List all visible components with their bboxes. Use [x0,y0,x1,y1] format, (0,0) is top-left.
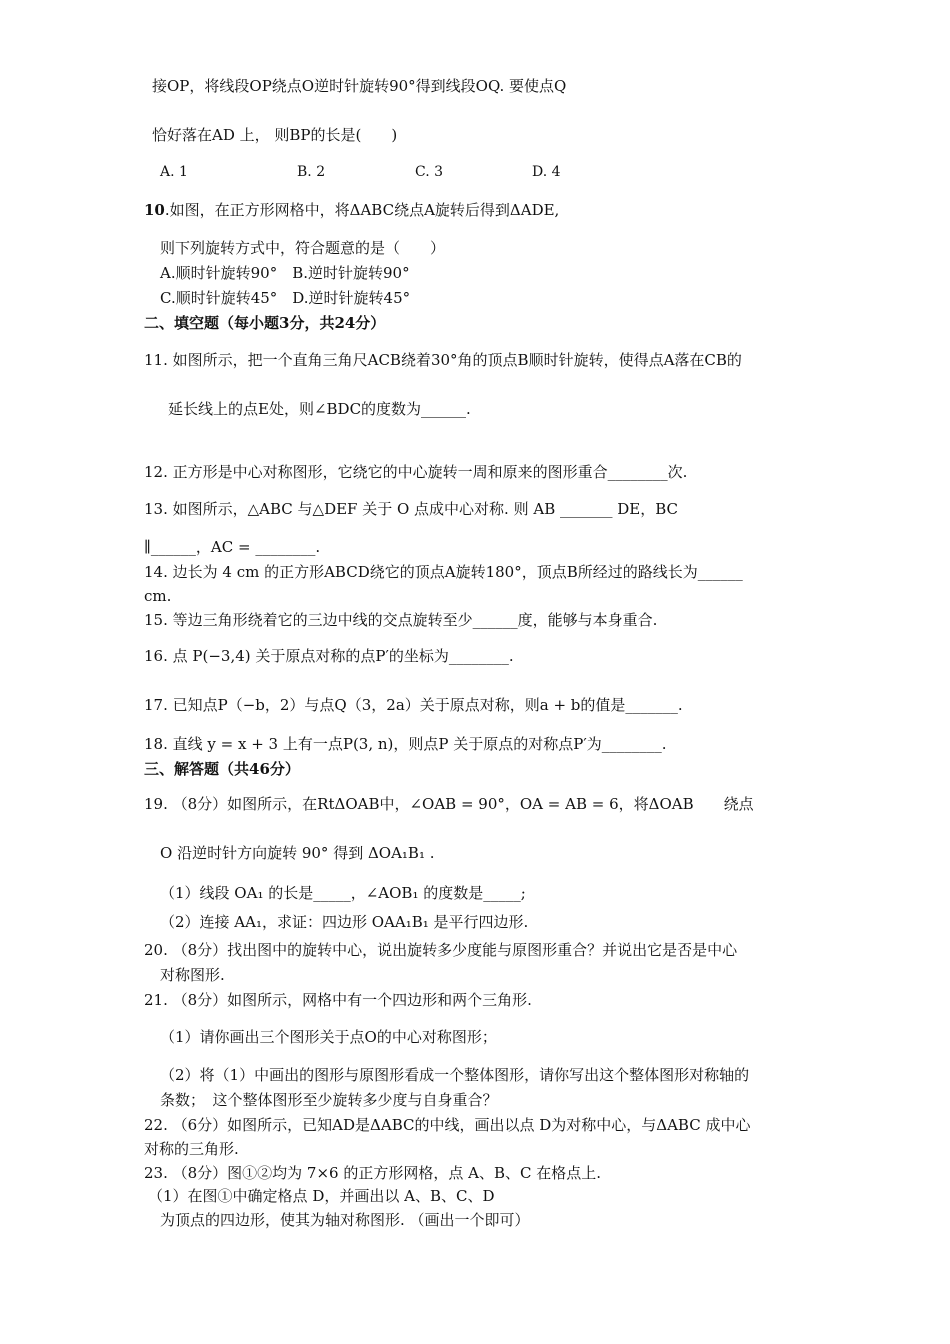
q15: 15. 等边三角形绕着它的三边中线的交点旋转至少______度，能够与本身重合. [144,611,658,629]
q20-line1: 20. （8分）找出图中的旋转中心，说出旋转多少度能与原图形重合？并说出它是否是中心 [144,941,738,959]
section-3-heading: 三、解答题（共46分） [144,760,300,778]
q19-line2: O 沿逆时针方向旋转 90° 得到 ΔOA₁B₁ . [160,844,435,862]
q19-sub2: （2）连接 AA₁，求证：四边形 OAA₁B₁ 是平行四边形. [160,913,529,931]
q9-line2: 恰好落在AD 上， 则BP的长是( ) [152,126,398,144]
q23-sub1b: 为顶点的四边形，使其为轴对称图形. （画出一个即可） [160,1211,530,1229]
q23-sub1: （1）在图①中确定格点 D，并画出以 A、B、C、D [148,1187,495,1205]
q16: 16. 点 P(−3,4) 关于原点对称的点P′的坐标为________. [144,647,514,665]
q9-choice-d: D. 4 [532,164,561,180]
q10-number: 10 [144,201,165,219]
q12: 12. 正方形是中心对称图形，它绕它的中心旋转一周和原来的图形重合________次. [144,463,688,481]
q10-options-ab: A.顺时针旋转90° B.逆时针旋转90° [160,264,410,282]
q10-stem [144,200,559,220]
q9-choice-b: B. 2 [297,164,326,180]
q10-options-cd: C.顺时针旋转45° D.逆时针旋转45° [160,289,411,307]
q9-choices [160,164,680,184]
q21-sub1: （1）请你画出三个图形关于点O的中心对称图形； [160,1028,497,1046]
q10-stem-text: .如图，在正方形网格中，将ΔABC绕点A旋转后得到ΔADE, [164,201,560,219]
q21-line1: 21. （8分）如图所示，网格中有一个四边形和两个三角形. [144,991,532,1009]
q17: 17. 已知点P（−b，2）与点Q（3，2a）关于原点对称，则a + b的值是_______. [144,696,683,714]
q14-line2: cm. [144,587,172,605]
q22-line1: 22. （6分）如图所示，已知AD是ΔABC的中线，画出以点 D为对称中心，与ΔABC 成中心 [144,1116,751,1134]
q10-line2: 则下列旋转方式中，符合题意的是（ ） [160,239,446,257]
q13-line1: 13. 如图所示，△ABC 与△DEF 关于 O 点成中心对称. 则 AB _______ DE，BC [144,500,679,518]
q9-line1: 接OP，将线段OP绕点O逆时针旋转90°得到线段OQ. 要使点Q [152,77,567,95]
q23-line1: 23. （8分）图①②均为 7×6 的正方形网格，点 A、B、C 在格点上. [144,1164,601,1182]
q21-sub2b: 条数； 这个整体图形至少旋转多少度与自身重合？ [160,1091,498,1109]
q21-sub2a: （2）将（1）中画出的图形与原图形看成一个整体图形，请你写出这个整体图形对称轴的 [160,1066,750,1084]
q9-choice-c: C. 3 [415,164,444,180]
q22-line2: 对称的三角形. [144,1140,239,1158]
q20-line2: 对称图形. [160,966,225,984]
q9-choice-a: A. 1 [160,164,188,180]
q14-line1: 14. 边长为 4 cm 的正方形ABCD绕它的顶点A旋转180°，顶点B所经过的路线长为______ [144,563,743,581]
q11-line1: 11. 如图所示，把一个直角三角尺ACB绕着30°角的顶点B顺时针旋转，使得点A落在CB的 [144,351,742,369]
q19-sub1: （1）线段 OA₁ 的长是_____，∠AOB₁ 的度数是_____; [160,884,526,902]
q19-line1: 19. （8分）如图所示，在RtΔOAB中，∠OAB = 90°，OA = AB = 6，将ΔOAB 绕点 [144,795,754,813]
q18: 18. 直线 y = x + 3 上有一点P(3, n)，则点P 关于原点的对称点P′为________. [144,735,667,753]
section-2-heading: 二、填空题（每小题3分，共24分） [144,314,386,332]
q11-line2: 延长线上的点E处，则∠BDC的度数为______. [168,400,471,418]
q13-line2: ∥______，AC = ________. [144,538,321,556]
